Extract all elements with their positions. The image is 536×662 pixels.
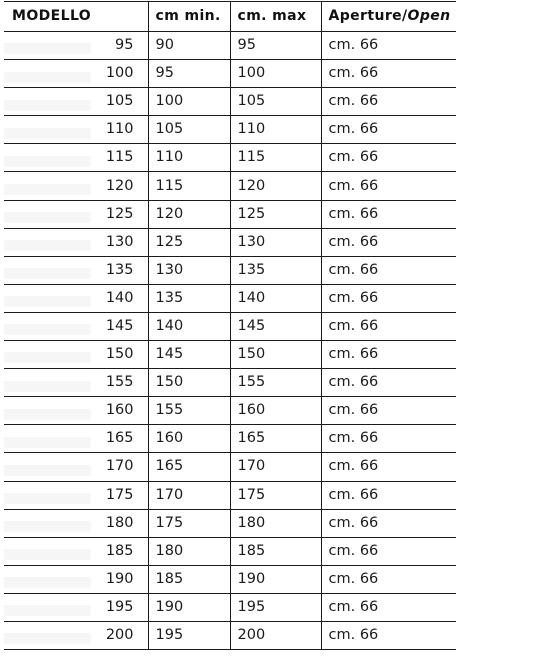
table-row: [4, 537, 456, 565]
cell-max: 180: [230, 509, 321, 537]
cell-min: 120: [148, 200, 230, 228]
cell-model: 165: [4, 425, 148, 453]
cell-model: 160: [4, 397, 148, 425]
cell-max: 185: [230, 537, 321, 565]
cell-max: 150: [230, 341, 321, 369]
cell-max: 170: [230, 453, 321, 481]
header-min: cm min.: [148, 2, 230, 32]
table-row: [4, 593, 456, 621]
cell-max: 140: [230, 284, 321, 312]
cell-min: 160: [148, 425, 230, 453]
header-open-label: Aperture/: [328, 8, 408, 24]
size-table-sheet: [4, 1, 456, 650]
table-row: [4, 312, 456, 340]
cell-max: 115: [230, 144, 321, 172]
cell-model: 175: [4, 481, 148, 509]
cell-model: 200: [4, 621, 148, 649]
cell-min: 175: [148, 509, 230, 537]
cell-max: 105: [230, 88, 321, 116]
cell-model: 150: [4, 341, 148, 369]
cell-min: 170: [148, 481, 230, 509]
table-row: [4, 425, 456, 453]
cell-open: cm. 66: [321, 116, 456, 144]
cell-max: 175: [230, 481, 321, 509]
cell-model: 115: [4, 144, 148, 172]
cell-min: 130: [148, 256, 230, 284]
cell-max: 195: [230, 593, 321, 621]
cell-open: cm. 66: [321, 425, 456, 453]
cell-max: 190: [230, 565, 321, 593]
cell-open: cm. 66: [321, 341, 456, 369]
cell-open: cm. 66: [321, 88, 456, 116]
cell-min: 135: [148, 284, 230, 312]
cell-open: cm. 66: [321, 172, 456, 200]
cell-open: cm. 66: [321, 369, 456, 397]
cell-model: 155: [4, 369, 148, 397]
cell-open: cm. 66: [321, 621, 456, 649]
cell-min: 155: [148, 397, 230, 425]
cell-max: 110: [230, 116, 321, 144]
cell-min: 185: [148, 565, 230, 593]
cell-open: cm. 66: [321, 228, 456, 256]
cell-max: 95: [230, 32, 321, 60]
table-body: [4, 32, 456, 650]
table-row: [4, 200, 456, 228]
table-row: [4, 88, 456, 116]
table-row: [4, 32, 456, 60]
table-row: [4, 116, 456, 144]
table-row: [4, 284, 456, 312]
cell-min: 195: [148, 621, 230, 649]
cell-min: 190: [148, 593, 230, 621]
cell-max: 165: [230, 425, 321, 453]
cell-model: 100: [4, 60, 148, 88]
cell-open: cm. 66: [321, 284, 456, 312]
cell-max: 145: [230, 312, 321, 340]
cell-open: cm. 66: [321, 565, 456, 593]
cell-min: 180: [148, 537, 230, 565]
table-row: [4, 565, 456, 593]
header-open: [321, 2, 456, 32]
cell-min: 140: [148, 312, 230, 340]
cell-max: 100: [230, 60, 321, 88]
table-row: [4, 172, 456, 200]
cell-open: cm. 66: [321, 453, 456, 481]
cell-open: cm. 66: [321, 509, 456, 537]
cell-min: 115: [148, 172, 230, 200]
cell-open: cm. 66: [321, 593, 456, 621]
cell-model: 110: [4, 116, 148, 144]
cell-min: 95: [148, 60, 230, 88]
cell-model: 185: [4, 537, 148, 565]
cell-min: 90: [148, 32, 230, 60]
cell-model: 195: [4, 593, 148, 621]
cell-model: 105: [4, 88, 148, 116]
cell-model: 145: [4, 312, 148, 340]
table-row: [4, 256, 456, 284]
table-row: [4, 509, 456, 537]
table-header: [4, 2, 456, 32]
cell-model: 190: [4, 565, 148, 593]
header-model: MODELLO: [4, 2, 148, 32]
cell-max: 135: [230, 256, 321, 284]
cell-open: cm. 66: [321, 481, 456, 509]
cell-model: 130: [4, 228, 148, 256]
table-row: [4, 397, 456, 425]
cell-model: 120: [4, 172, 148, 200]
cell-max: 120: [230, 172, 321, 200]
cell-max: 160: [230, 397, 321, 425]
cell-open: cm. 66: [321, 144, 456, 172]
cell-model: 135: [4, 256, 148, 284]
cell-min: 150: [148, 369, 230, 397]
cell-open: cm. 66: [321, 312, 456, 340]
table-row: [4, 144, 456, 172]
cell-open: cm. 66: [321, 397, 456, 425]
header-max: cm. max: [230, 2, 321, 32]
cell-min: 105: [148, 116, 230, 144]
cell-min: 125: [148, 228, 230, 256]
cell-open: cm. 66: [321, 60, 456, 88]
cell-max: 130: [230, 228, 321, 256]
size-table: [4, 1, 456, 650]
cell-model: 95: [4, 32, 148, 60]
cell-max: 200: [230, 621, 321, 649]
cell-open: cm. 66: [321, 32, 456, 60]
table-row: [4, 60, 456, 88]
table-row: [4, 453, 456, 481]
cell-model: 180: [4, 509, 148, 537]
table-row: [4, 481, 456, 509]
cell-open: cm. 66: [321, 200, 456, 228]
cell-model: 125: [4, 200, 148, 228]
table-row: [4, 228, 456, 256]
cell-model: 140: [4, 284, 148, 312]
cell-min: 145: [148, 341, 230, 369]
header-open-italic: Open: [407, 8, 451, 24]
table-row: [4, 369, 456, 397]
cell-min: 100: [148, 88, 230, 116]
cell-max: 125: [230, 200, 321, 228]
cell-max: 155: [230, 369, 321, 397]
table-row: [4, 341, 456, 369]
cell-open: cm. 66: [321, 256, 456, 284]
cell-open: cm. 66: [321, 537, 456, 565]
table-row: [4, 621, 456, 649]
cell-min: 165: [148, 453, 230, 481]
header-row: [4, 2, 456, 32]
cell-model: 170: [4, 453, 148, 481]
cell-min: 110: [148, 144, 230, 172]
